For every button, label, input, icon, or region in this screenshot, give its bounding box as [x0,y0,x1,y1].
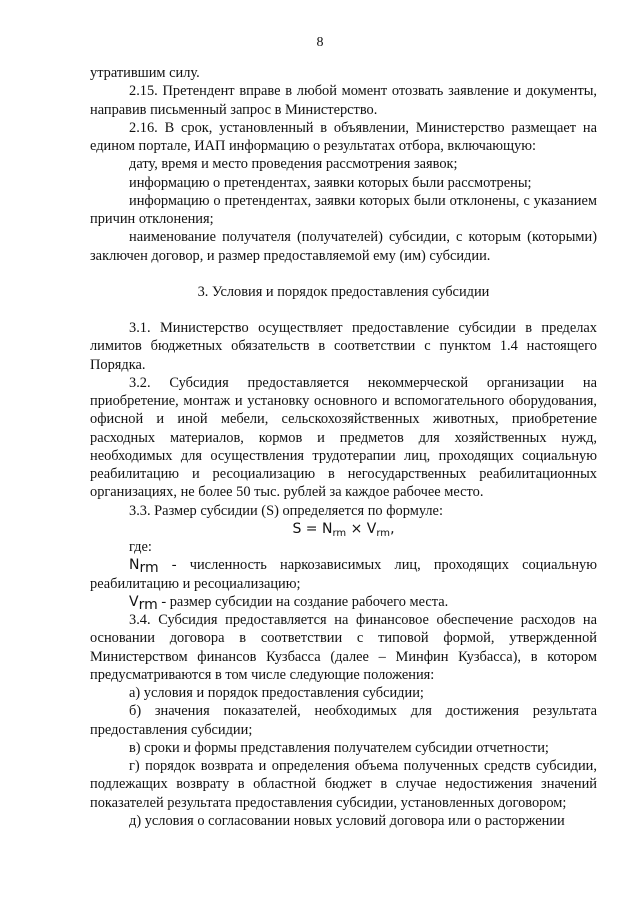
list-item-b: б) значения показателей, необходимых для достижения результата предоставления субсидии; [90,703,597,738]
formula-sub-v: rm [376,527,391,539]
list-item-a: а) условия и порядок предоставления субсидии; [129,685,424,701]
list-item-rejected: информацию о претендентах, заявки которых были отклонены, с указанием причин отклонения; [90,192,597,227]
paragraph-2-15: 2.15. Претендент вправе в любой момент отозвать заявление и документы, направив письменный запрос в Министерство. [90,83,597,118]
paragraph-3-4: 3.4. Субсидия предоставляется на финансовое обеспечение расходов на основании договора в соответствии с типовой формой, утвержденной Министерством финансов Кузбасса (далее – Минфин Кузбасса), в котором предусматриваются в том числе следующие положения: [90,612,597,683]
definition-v [90,593,597,611]
definition-n-text: - численность наркозависимых лиц, проходящих социальную реабилитацию и ресоциализацию; [90,557,597,592]
list-item-v: в) сроки и формы представления получателем субсидии отчетности; [129,739,549,756]
definition-n [90,556,597,593]
paragraph-2-16: 2.16. В срок, установленный в объявлении, Министерство размещает на едином портале, ИАП информацию о результатах отбора, включающую: [90,119,597,154]
section-3-heading: 3. Условия и порядок предоставления субсидии [197,283,490,300]
list-item-g: г) порядок возврата и определения объема полученных средств субсидии, подлежащих возврату в областной бюджет в случае недостижения значений показателей результата предоставления субсидии, установленных договором; [90,758,597,811]
formula-operator: × V [346,520,377,537]
list-item-reviewed: информацию о претендентах, заявки которых были рассмотрены; [129,174,532,191]
paragraph-3-2: 3.2. Субсидия предоставляется некоммерческой организации на приобретение, монтаж и установку основного и вспомогательного оборудования, офисной и иной мебели, сельскохозяйственных животных, приобретение расходных материалов, кормов и предметов для хозяйственных нужд, необходимых для осуществления трудотерапии лиц, проходящих социальную реабилитацию и ресоциализацию в негосударственных реабилитационных организациях, не более 50 тыс. рублей за каждое рабочее место. [90,374,597,501]
formula-lhs: S = N [292,520,333,537]
where-label: где: [129,539,152,555]
paragraph-3-1: 3.1. Министерство осуществляет предоставление субсидии в пределах лимитов бюджетных обязательств в соответствии с пунктом 1.4 настоящего Порядка. [90,320,597,373]
symbol-n-sub: rm [139,560,159,577]
subsidy-formula [90,520,597,538]
formula-sub-n: rm [332,527,347,539]
paragraph-continuation: утратившим силу. [90,65,200,81]
symbol-n: N [129,557,140,574]
list-item-recipient: наименование получателя (получателей) субсидии, с которым (которыми) заключен договор, и размер предоставляемой ему (им) субсидии. [90,229,597,264]
symbol-v: V [129,593,139,610]
definition-v-text: - размер субсидии на создание рабочего места. [157,593,449,610]
list-item-d: д) условия о согласовании новых условий договора или о расторжении [129,812,565,829]
formula-tail: , [390,520,395,537]
paragraph-3-3: 3.3. Размер субсидии (S) определяется по формуле: [129,502,443,519]
document-body [90,64,597,830]
page-number: 8 [316,35,324,50]
symbol-v-sub: rm [138,596,158,613]
list-item-dates: дату, время и место проведения рассмотрения заявок; [129,156,458,173]
